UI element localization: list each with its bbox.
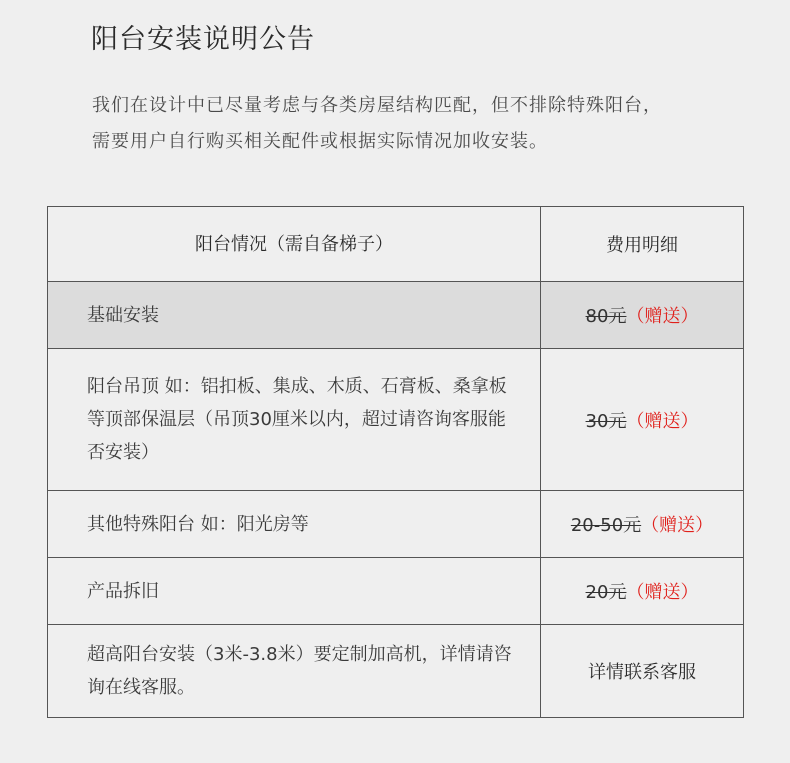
table-row (48, 281, 743, 348)
intro-line-2: 需要用户自行购买相关配件或根据实际情况加收安装。 (92, 131, 548, 152)
row-fee-contact: 详情联系客服 (588, 662, 696, 683)
gift-label: （赠送） (626, 306, 699, 327)
original-price: 30元 (585, 410, 627, 432)
table-row (48, 490, 743, 557)
gift-label: （赠送） (626, 582, 699, 603)
original-price: 20-50元 (570, 515, 642, 536)
table-row (48, 348, 743, 490)
intro-line-1: 我们在设计中已尽量考虑与各类房屋结构匹配，但不排除特殊阳台， (92, 95, 662, 116)
row-fee (541, 491, 743, 557)
row-description: 产品拆旧 (48, 558, 541, 624)
table-row (48, 557, 743, 624)
page-title: 阳台安装说明公告 (91, 24, 315, 55)
row-fee (541, 558, 743, 624)
row-fee (541, 349, 743, 490)
header-fee: 费用明细 (606, 235, 678, 256)
fee-table (47, 206, 744, 718)
table-row (48, 624, 743, 717)
gift-label: （赠送） (626, 410, 699, 432)
original-price: 20元 (585, 582, 627, 603)
intro-text (92, 88, 662, 160)
gift-label: （赠送） (641, 515, 714, 536)
header-condition: 阳台情况（需自备梯子） (48, 207, 541, 281)
original-price: 80元 (585, 306, 627, 327)
row-description: 阳台吊顶 如：铝扣板、集成、木质、石膏板、桑拿板等顶部保温层（吊顶30厘米以内，超过请咨询客服能否安装） (48, 349, 541, 490)
row-fee (541, 282, 743, 348)
row-description: 其他特殊阳台 如：阳光房等 (48, 491, 541, 557)
row-description: 超高阳台安装（3米-3.8米）要定制加高机，详情请咨询在线客服。 (48, 625, 541, 717)
row-description: 基础安装 (48, 282, 541, 348)
table-header-row (48, 207, 743, 281)
